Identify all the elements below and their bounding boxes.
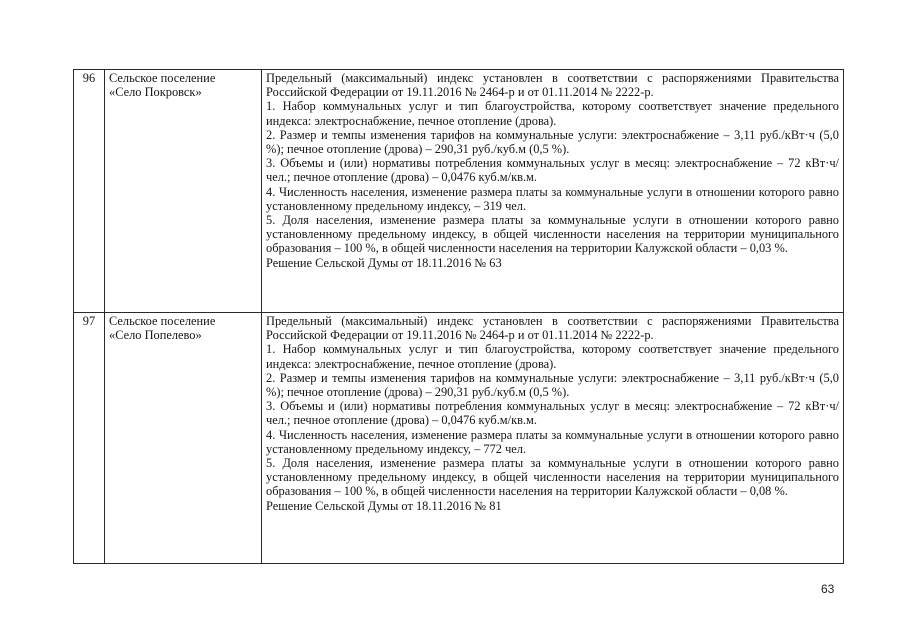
decision-text: Решение Сельской Думы от 18.11.2016 № 63 — [266, 255, 502, 270]
paragraph-2: 2. Размер и темпы изменения тарифов на коммунальные услуги: электроснабжение – 3,11 руб./кВт·ч (5,0 %); печное отопление (дрова) – 290,31 руб./куб.м (0,5 %). — [266, 127, 839, 157]
settlement-name: Сельское поселение «Село Покровск» — [109, 71, 216, 100]
paragraph-1: 1. Набор коммунальных услуг и тип благоустройства, которому соответствует значение предельного индекса: электроснабжение, печное отопление (дрова). — [266, 99, 839, 128]
document-table — [73, 69, 844, 564]
paragraph-4: 4. Численность населения, изменение размера платы за коммунальные услуги в отношении которого равно установленному предельному индексу, – 319 чел. — [266, 184, 839, 213]
paragraph-5: 5. Доля населения, изменение размера платы за коммунальные услуги в отношении которого равно установленному предельному индексу, в общей численности населения на территории муниципального образования – 100 %, в общей численности населения на территории Калужской области – 0,03 %. — [266, 213, 839, 256]
description-cell — [262, 70, 844, 313]
row-number-cell — [74, 313, 105, 564]
page-number: 63 — [821, 582, 835, 596]
paragraph-4: 4. Численность населения, изменение размера платы за коммунальные услуги в отношении которого равно установленному предельному индексу, – 772 чел. — [266, 427, 839, 456]
intro-paragraph: Предельный (максимальный) индекс установлен в соответствии с распоряжениями Правительства Российской Федерации от 19.11.2016 № 2464-р и от 01.11.2014 № 2222-р. — [266, 314, 839, 343]
paragraph-3: 3. Объемы и (или) нормативы потребления коммунальных услуг в месяц: электроснабжение – 72 кВт·ч/чел.; печное отопление (дрова) – 0,0476 куб.м/кв.м. — [266, 156, 839, 185]
row-number-cell — [74, 70, 105, 313]
decision-text: Решение Сельской Думы от 18.11.2016 № 81 — [266, 498, 502, 513]
settlement-name: Сельское поселение «Село Попелево» — [109, 314, 216, 343]
table-row — [74, 313, 844, 564]
settlement-cell — [105, 313, 262, 564]
paragraph-2: 2. Размер и темпы изменения тарифов на коммунальные услуги: электроснабжение – 3,11 руб./кВт·ч (5,0 %); печное отопление (дрова) – 290,31 руб./куб.м (0,5 %). — [266, 370, 839, 400]
description-cell — [262, 313, 844, 564]
paragraph-1: 1. Набор коммунальных услуг и тип благоустройства, которому соответствует значение предельного индекса: электроснабжение, печное отопление (дрова). — [266, 342, 839, 371]
settlement-cell — [105, 70, 262, 313]
paragraph-5: 5. Доля населения, изменение размера платы за коммунальные услуги в отношении которого равно установленному предельному индексу, в общей численности населения на территории муниципального образования – 100 %, в общей численности населения на территории Калужской области – 0,08 %. — [266, 456, 839, 499]
intro-paragraph: Предельный (максимальный) индекс установлен в соответствии с распоряжениями Правительства Российской Федерации от 19.11.2016 № 2464-р и от 01.11.2014 № 2222-р. — [266, 71, 839, 100]
paragraph-3: 3. Объемы и (или) нормативы потребления коммунальных услуг в месяц: электроснабжение – 72 кВт·ч/чел.; печное отопление (дрова) – 0,0476 куб.м/кв.м. — [266, 399, 839, 428]
row-number: 97 — [82, 314, 96, 328]
table-row — [74, 70, 844, 313]
row-number: 96 — [82, 71, 96, 85]
